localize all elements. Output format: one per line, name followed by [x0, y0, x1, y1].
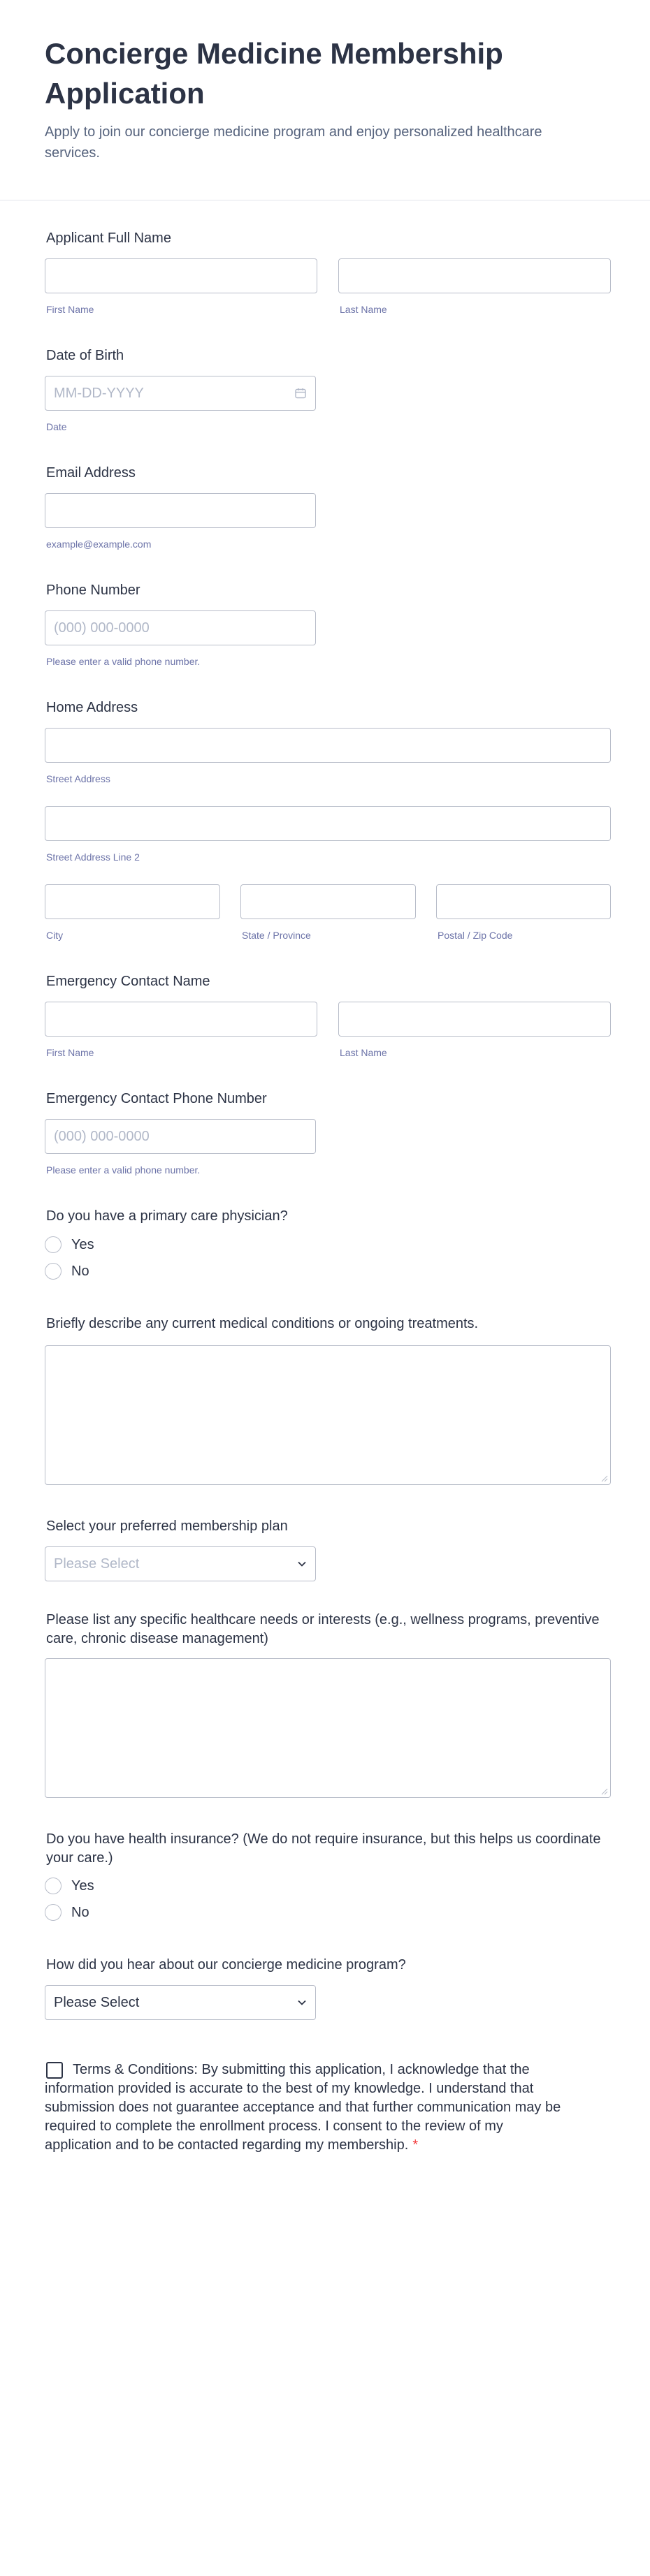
address-label: Home Address — [46, 700, 138, 715]
dob-label: Date of Birth — [46, 348, 124, 363]
street-address-2-input[interactable] — [45, 806, 611, 841]
conditions-label: Briefly describe any current medical conditions or ongoing treatments. — [46, 1316, 479, 1331]
form-subtitle: Apply to join our concierge medicine program and enjoy personalized healthcare services. — [45, 124, 542, 161]
emergency-phone-input[interactable] — [45, 1119, 316, 1154]
emergency-first-name-sublabel: First Name — [46, 1047, 94, 1058]
referral-label: How did you hear about our concierge medicine program? — [46, 1957, 406, 1973]
insurance-label: Do you have health insurance? (We do not require insurance, but this helps us coordinate your care.) — [46, 1831, 601, 1866]
city-input[interactable] — [45, 884, 220, 919]
form-header — [0, 0, 650, 200]
pcp-no-radio[interactable] — [45, 1263, 62, 1280]
dob-input[interactable] — [45, 376, 316, 411]
insurance-yes-radio[interactable] — [45, 1878, 62, 1894]
state-input[interactable] — [240, 884, 416, 919]
needs-textarea[interactable] — [45, 1658, 611, 1798]
emergency-phone-label: Emergency Contact Phone Number — [46, 1091, 267, 1106]
emergency-last-name-sublabel: Last Name — [340, 1047, 387, 1058]
plan-label: Select your preferred membership plan — [46, 1518, 288, 1534]
phone-sublabel: Please enter a valid phone number. — [46, 656, 201, 667]
applicant-last-name-input[interactable] — [338, 258, 611, 293]
form-title: Concierge Medicine Membership Application — [45, 37, 503, 110]
email-sublabel: example@example.com — [46, 539, 152, 550]
applicant-last-name-sublabel: Last Name — [340, 304, 387, 315]
chevron-down-icon — [297, 1559, 307, 1569]
needs-label: Please list any specific healthcare needs or interests (e.g., wellness programs, preventive care, chronic disease management) — [46, 1612, 600, 1646]
plan-select[interactable] — [45, 1546, 316, 1581]
chevron-down-icon — [297, 1998, 307, 2007]
referral-selected-value: Please Select — [54, 1995, 140, 2010]
zip-input[interactable] — [436, 884, 611, 919]
emergency-name-label: Emergency Contact Name — [46, 974, 210, 989]
emergency-phone-sublabel: Please enter a valid phone number. — [46, 1164, 201, 1176]
city-sublabel: City — [46, 930, 64, 941]
applicant-first-name-input[interactable] — [45, 258, 317, 293]
emergency-last-name-input[interactable] — [338, 1002, 611, 1037]
insurance-yes-label[interactable]: Yes — [71, 1878, 94, 1894]
required-asterisk: * — [412, 2137, 419, 2153]
applicant-first-name-sublabel: First Name — [46, 304, 94, 315]
plan-selected-value: Please Select — [54, 1556, 140, 1572]
resize-handle-icon[interactable] — [601, 1475, 608, 1482]
email-input[interactable] — [45, 493, 316, 528]
referral-select[interactable] — [45, 1985, 316, 2020]
phone-label: Phone Number — [46, 583, 140, 598]
applicant-name-label: Applicant Full Name — [46, 230, 171, 246]
street-address-2-sublabel: Street Address Line 2 — [46, 851, 140, 863]
pcp-no-label[interactable]: No — [71, 1264, 89, 1279]
calendar-icon[interactable] — [294, 387, 307, 400]
zip-sublabel: Postal / Zip Code — [438, 930, 513, 941]
street-address-input[interactable] — [45, 728, 611, 763]
phone-placeholder: (000) 000-0000 — [54, 620, 150, 636]
emergency-phone-placeholder: (000) 000-0000 — [54, 1129, 150, 1144]
phone-input[interactable] — [45, 610, 316, 645]
conditions-textarea[interactable] — [45, 1345, 611, 1485]
email-label: Email Address — [46, 465, 136, 481]
pcp-yes-radio[interactable] — [45, 1236, 62, 1253]
pcp-yes-label[interactable]: Yes — [71, 1237, 94, 1252]
pcp-label: Do you have a primary care physician? — [46, 1208, 288, 1224]
dob-sublabel: Date — [46, 421, 67, 432]
insurance-no-radio[interactable] — [45, 1904, 62, 1921]
terms-text-block[interactable] — [45, 2061, 569, 2155]
dob-placeholder: MM-DD-YYYY — [54, 386, 144, 401]
insurance-no-label[interactable]: No — [71, 1905, 89, 1920]
resize-handle-icon[interactable] — [601, 1788, 608, 1795]
emergency-first-name-input[interactable] — [45, 1002, 317, 1037]
state-sublabel: State / Province — [242, 930, 311, 941]
terms-text: Terms & Conditions: By submitting this application, I acknowledge that the information provided is accurate to the best of my knowledge. I understand that submission does not guarantee acceptance and that further communication may be required to complete the enrollment process. I consent to the review of my application and to be contacted regarding my membership. — [45, 2062, 561, 2153]
street-address-sublabel: Street Address — [46, 773, 110, 784]
